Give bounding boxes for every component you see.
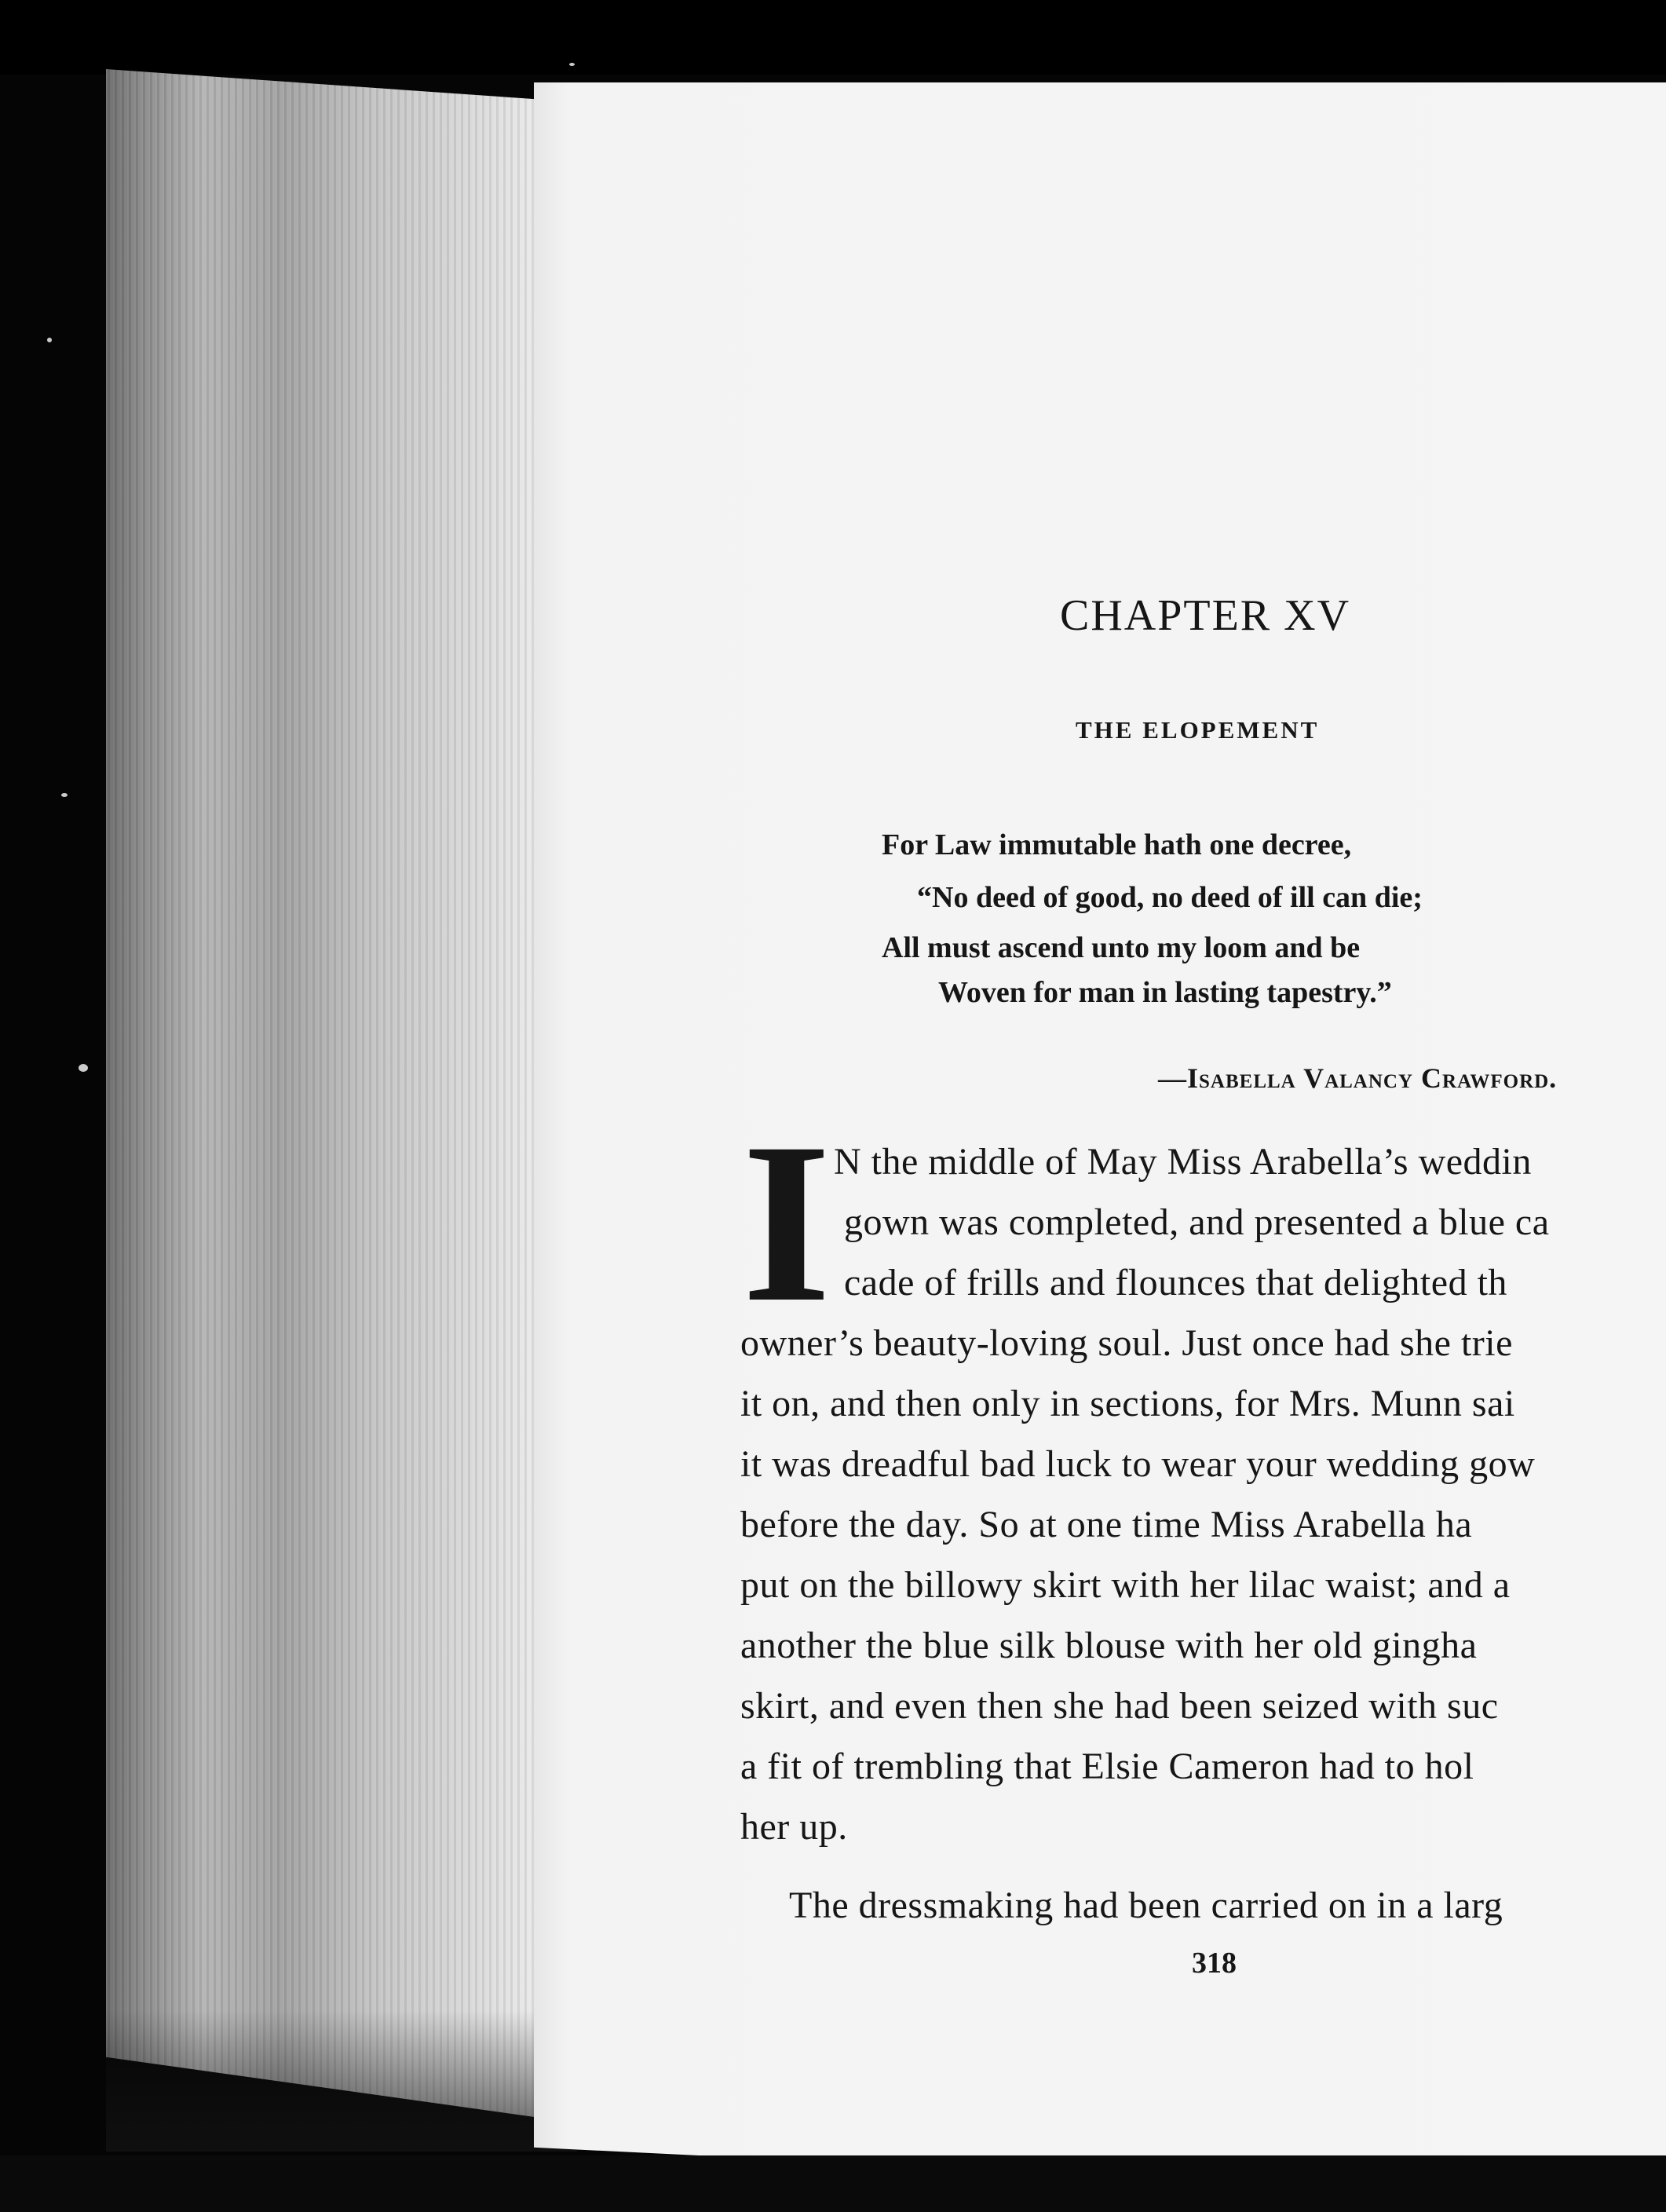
page-number: 318 [1192,1947,1237,1980]
film-border [0,0,1666,75]
drop-cap: I [742,1096,831,1350]
body-line: skirt, and even then she had been seized with suc [740,1685,1499,1727]
body-line: N the middle of May Miss Arabella’s weddin [834,1141,1532,1183]
dust-speck [47,338,52,342]
dust-speck [61,793,68,797]
epigraph-attribution: —Isabella Valancy Crawford. [1158,1062,1558,1094]
chapter-title: CHAPTER XV [1060,591,1351,640]
body-line: it on, and then only in sections, for Mrs. Munn sai [740,1383,1515,1424]
epigraph-line: Woven for man in lasting tapestry.” [938,976,1392,1009]
body-line: before the day. So at one time Miss Arabella ha [740,1504,1473,1545]
body-line: a fit of trembling that Elsie Cameron had to hol [740,1746,1474,1787]
body-line: cade of frills and flounces that delighted th [844,1262,1507,1303]
body-line: it was dreadful bad luck to wear your wedding gow [740,1443,1536,1485]
body-line: another the blue silk blouse with her old gingha [740,1625,1478,1666]
body-line: her up. [740,1806,848,1848]
body-line: put on the billowy skirt with her lilac waist; and a [740,1564,1511,1606]
epigraph-line: For Law immutable hath one decree, [882,828,1352,861]
body-line: gown was completed, and presented a blue ca [844,1201,1550,1243]
dust-speck [569,63,575,66]
epigraph-line: All must ascend unto my loom and be [882,931,1361,964]
chapter-subtitle: THE ELOPEMENT [1076,716,1320,744]
dust-speck [79,1064,88,1072]
page-block-edge [106,69,546,2119]
page-edge-shadow [106,2010,577,2152]
body-line: The dressmaking had been carried on in a larg [789,1885,1503,1926]
epigraph-line: “No deed of good, no deed of ill can die; [917,881,1423,914]
film-border-bottom [0,2155,1666,2212]
body-line: owner’s beauty-loving soul. Just once had she trie [740,1322,1513,1364]
